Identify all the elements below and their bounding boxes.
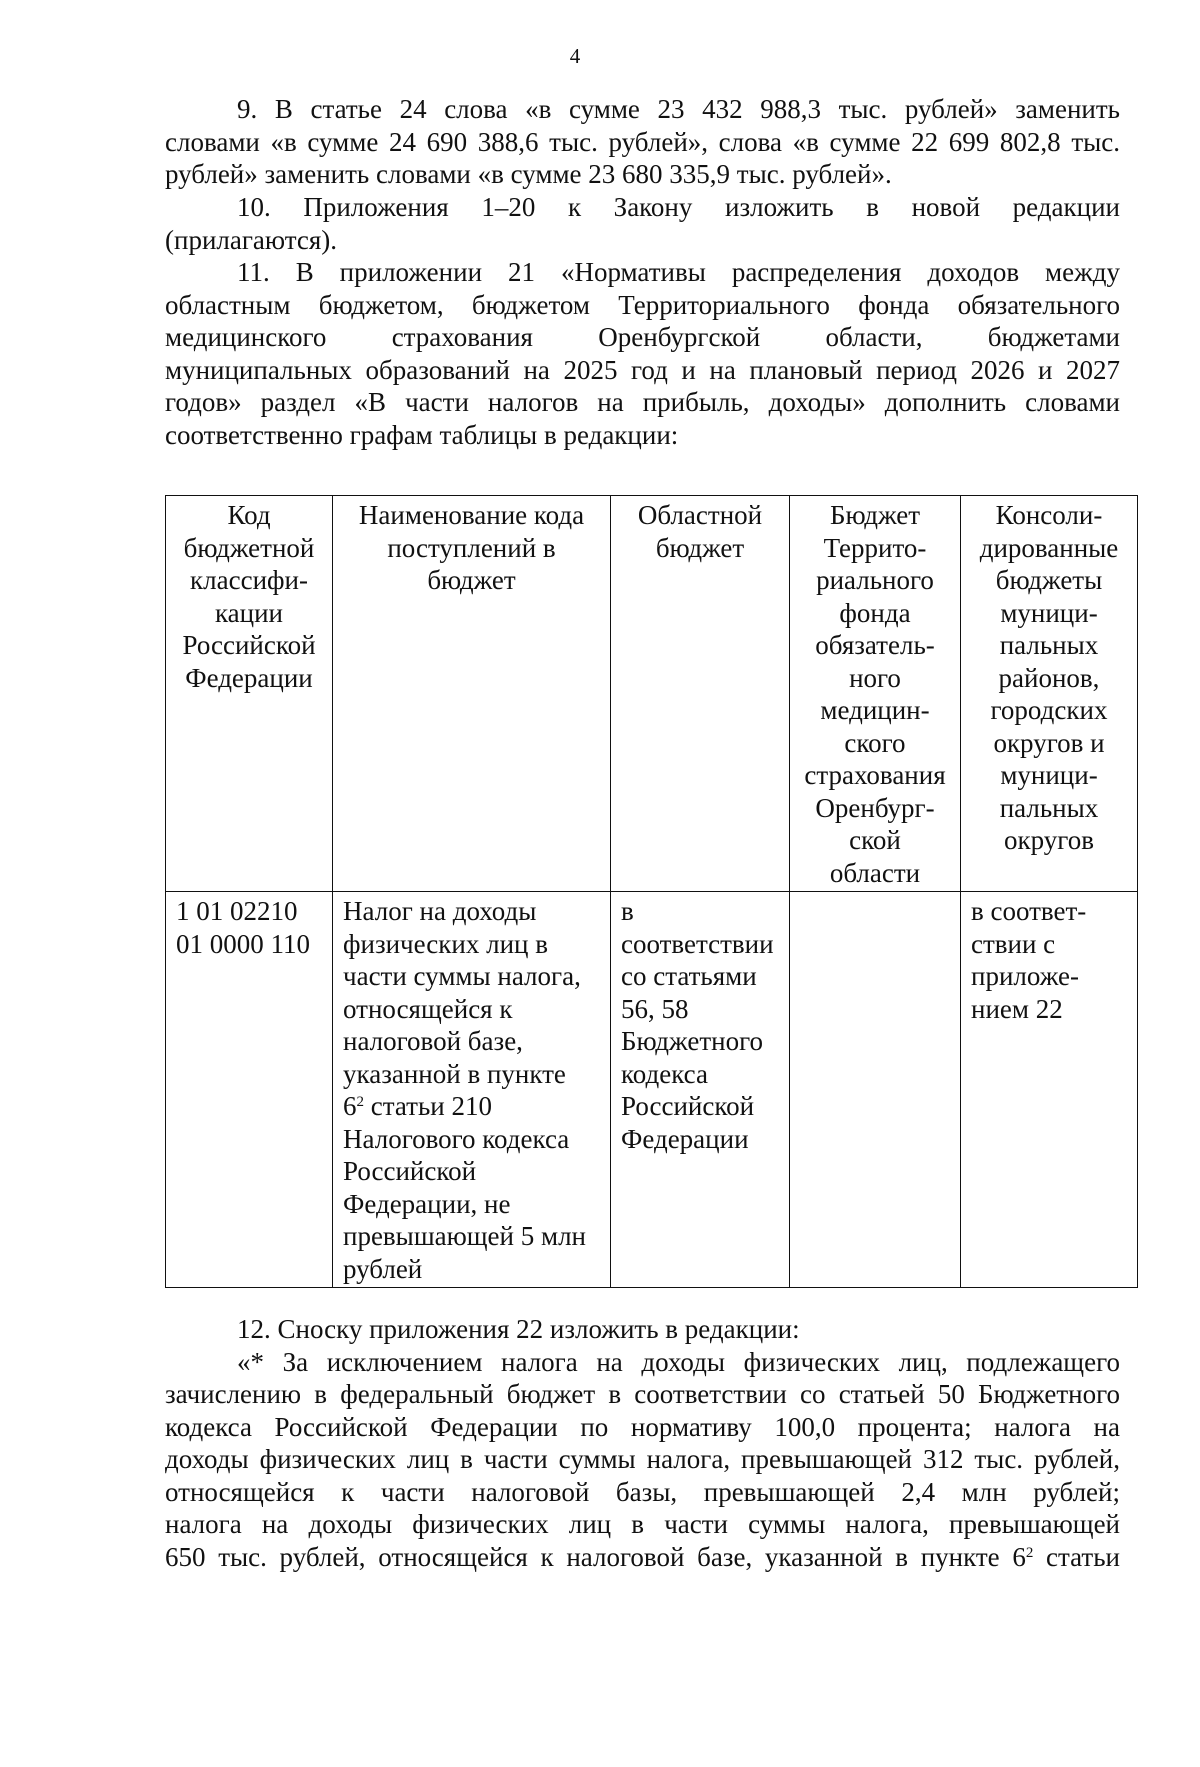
superscript: 2 (356, 1094, 364, 1110)
paragraph-11-line: областным бюджетом, бюджетом Территориального фонда обязательного (165, 289, 1120, 320)
cell-name-text: статьи 210 Налогового кодекса Российской Федерации, не превышающей 5 млн рублей (343, 1091, 586, 1284)
footnote-line: доходы физических лиц в части суммы налога, превышающей 312 тыс. рублей, (165, 1444, 1120, 1474)
superscript: 2 (1025, 1544, 1034, 1561)
footnote-line (165, 1541, 1120, 1574)
paragraph-11 (165, 256, 1120, 451)
header-consolidated-budgets: Консоли- дированные бюджеты муници- пальных районов, городских округов и муници- пальных округов (961, 496, 1138, 892)
cell-name-text: Налог на доходы физических лиц в части суммы налога, относящейся к налоговой базе, указанной в пункте 6 (343, 896, 581, 1121)
cell-regional-budget: в соответствии со статьями 56, 58 Бюджетного кодекса Российской Федерации (611, 892, 790, 1288)
paragraph-9 (165, 93, 1120, 191)
footnote-text: статьи (1033, 1541, 1120, 1572)
paragraph-10-line: (прилагаются). (165, 224, 337, 255)
footnote-line: зачислению в федеральный бюджет в соответствии со статьей 50 Бюджетного (165, 1379, 1120, 1409)
table-row (166, 892, 1138, 1288)
paragraph-11-line: медицинского страхования Оренбургской области, бюджетами (165, 322, 1120, 352)
paragraph-9-line: рублей» заменить словами «в сумме 23 680 335,9 тыс. рублей». (165, 159, 892, 189)
header-insurance-fund: Бюджет Террито- риального фонда обязатель- ного медицин- ского страхования Оренбург- ской области (790, 496, 961, 892)
paragraph-11-line: годов» раздел «В части налогов на прибыль, доходы» дополнить словами (165, 387, 1120, 417)
paragraph-10-line: 10. Приложения 1–20 к Закону изложить в новой редакции (237, 192, 1120, 222)
paragraph-9-line: словами «в сумме 24 690 388,6 тыс. рублей», слова «в сумме 22 699 802,8 тыс. (165, 126, 1120, 157)
paragraph-10 (165, 191, 1120, 256)
paragraph-11-line: соответственно графам таблицы в редакции: (165, 419, 679, 450)
footnote-line: кодекса Российской Федерации по нормативу 100,0 процента; налога на (165, 1411, 1120, 1442)
header-name: Наименование кода поступлений в бюджет (333, 496, 611, 892)
page-number: 4 (569, 44, 581, 68)
header-regional-budget: Областной бюджет (611, 496, 790, 892)
paragraph-11-line: 11. В приложении 21 «Нормативы распределения доходов между (237, 257, 1120, 287)
footnote-line: «* За исключением налога на доходы физических лиц, подлежащего (237, 1346, 1120, 1377)
header-code: Код бюджетной классифи- кации Российской Федерации (166, 496, 333, 892)
table-header-row (166, 496, 1138, 892)
cell-insurance-fund (790, 892, 961, 1288)
footnote-line: относящейся к части налоговой базы, превышающей 2,4 млн рублей; (165, 1476, 1120, 1507)
footnote-line: налога на доходы физических лиц в части суммы налога, превышающей (165, 1509, 1120, 1539)
cell-name (333, 892, 611, 1288)
paragraph-11-line: муниципальных образований на 2025 год и на плановый период 2026 и 2027 (165, 354, 1120, 385)
paragraph-9-line: 9. В статье 24 слова «в сумме 23 432 988,3 тыс. рублей» заменить (237, 94, 1120, 124)
budget-distribution-table (165, 495, 1138, 1288)
cell-consolidated-budgets: в соответ- ствии с приложе- нием 22 (961, 892, 1138, 1288)
footnote-text: 650 тыс. рублей, относящейся к налоговой базе, указанной в пункте 6 (165, 1541, 1026, 1572)
paragraph-12-title: 12. Сноску приложения 22 изложить в редакции: (237, 1314, 800, 1344)
cell-code: 1 01 02210 01 0000 110 (166, 892, 333, 1288)
paragraph-12 (165, 1313, 1120, 1573)
